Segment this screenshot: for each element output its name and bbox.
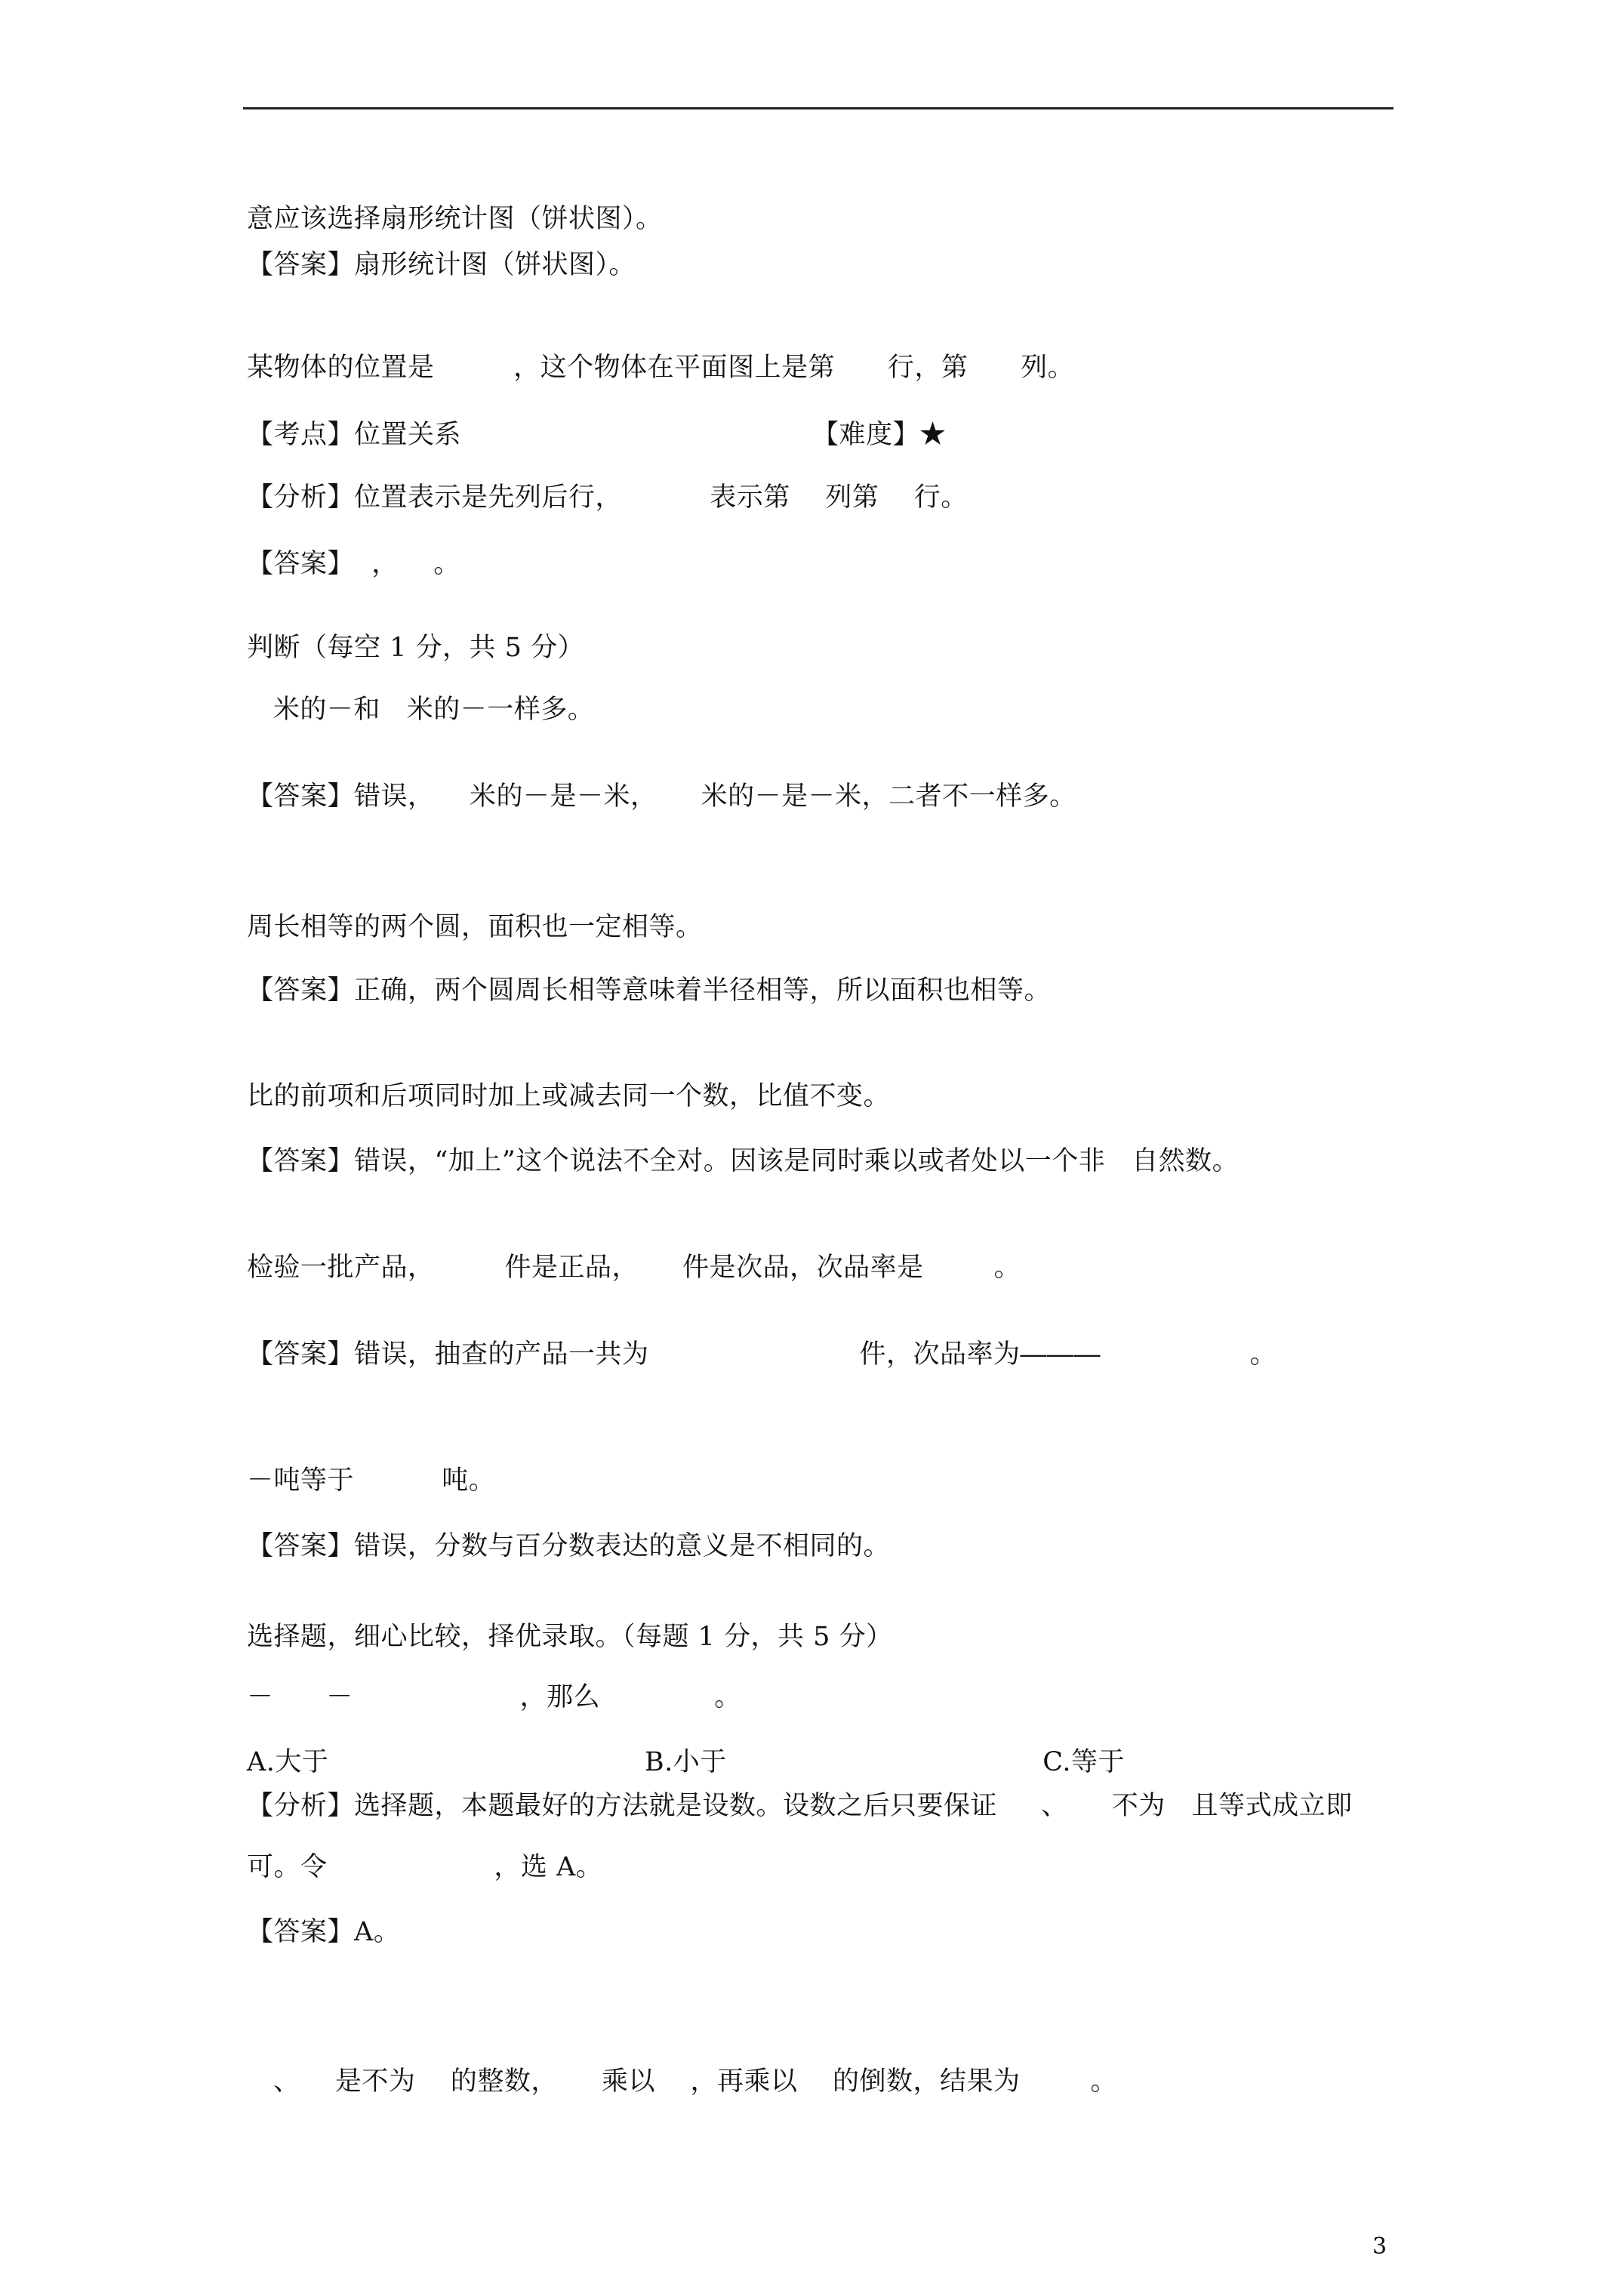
question-line: 周长相等的两个圆，面积也一定相等。	[247, 912, 703, 942]
topic-difficulty-line: 【考点】位置关系 【难度】★	[247, 420, 947, 450]
answer-line: 【答案】扇形统计图（饼状图）。	[247, 250, 636, 280]
answer-line: 【答案】正确，两个圆周长相等意味着半径相等，所以面积也相等。	[247, 975, 1052, 1006]
header-rule	[243, 107, 1394, 109]
answer-line: 【答案】错误，“加上”这个说法不全对。因该是同时乘以或者处以一个非 自然数。	[247, 1146, 1240, 1176]
section-heading: 判断（每空 1 分，共 5 分）	[247, 633, 585, 663]
text-line: 意应该选择扇形统计图（饼状图）。	[247, 204, 663, 234]
question-line: 某物体的位置是 ，这个物体在平面图上是第 行，第 列。	[247, 353, 1075, 383]
answer-line: 【答案】错误，分数与百分数表达的意义是不相同的。	[247, 1531, 891, 1561]
question-line: －吨等于 吨。	[247, 1465, 496, 1496]
question-line: 、 是不为 的整数， 乘以 ，再乘以 的倒数，结果为 。	[247, 2066, 1118, 2097]
question-line: 米的－和 米的－一样多。	[247, 695, 595, 725]
question-line: 比的前项和后项同时加上或减去同一个数，比值不变。	[247, 1081, 891, 1111]
answer-line: 【答案】A。	[247, 1917, 401, 1947]
choices-line: A.大于 B.小于 C.等于	[247, 1747, 1125, 1777]
answer-line: 【答案】错误， 米的－是－米， 米的－是－米，二者不一样多。	[247, 781, 1076, 812]
answer-line: 【答案】错误，抽查的产品一共为 件，次品率为――― 。	[247, 1339, 1277, 1370]
analysis-line: 【分析】选择题，本题最好的方法就是设数。设数之后只要保证 、 不为 且等式成立即	[247, 1791, 1353, 1821]
question-line: － － ，那么 。	[247, 1682, 741, 1712]
section-heading: 选择题，细心比较，择优录取。（每题 1 分，共 5 分）	[247, 1622, 893, 1652]
question-line: 检验一批产品， 件是正品， 件是次品，次品率是 。	[247, 1253, 1021, 1283]
analysis-line: 【分析】位置表示是先列后行， 表示第 列第 行。	[247, 482, 968, 513]
page-number: 3	[1372, 2233, 1387, 2260]
analysis-line: 可。令 ，选 A。	[247, 1852, 603, 1882]
answer-line: 【答案】 ， 。	[247, 549, 460, 579]
